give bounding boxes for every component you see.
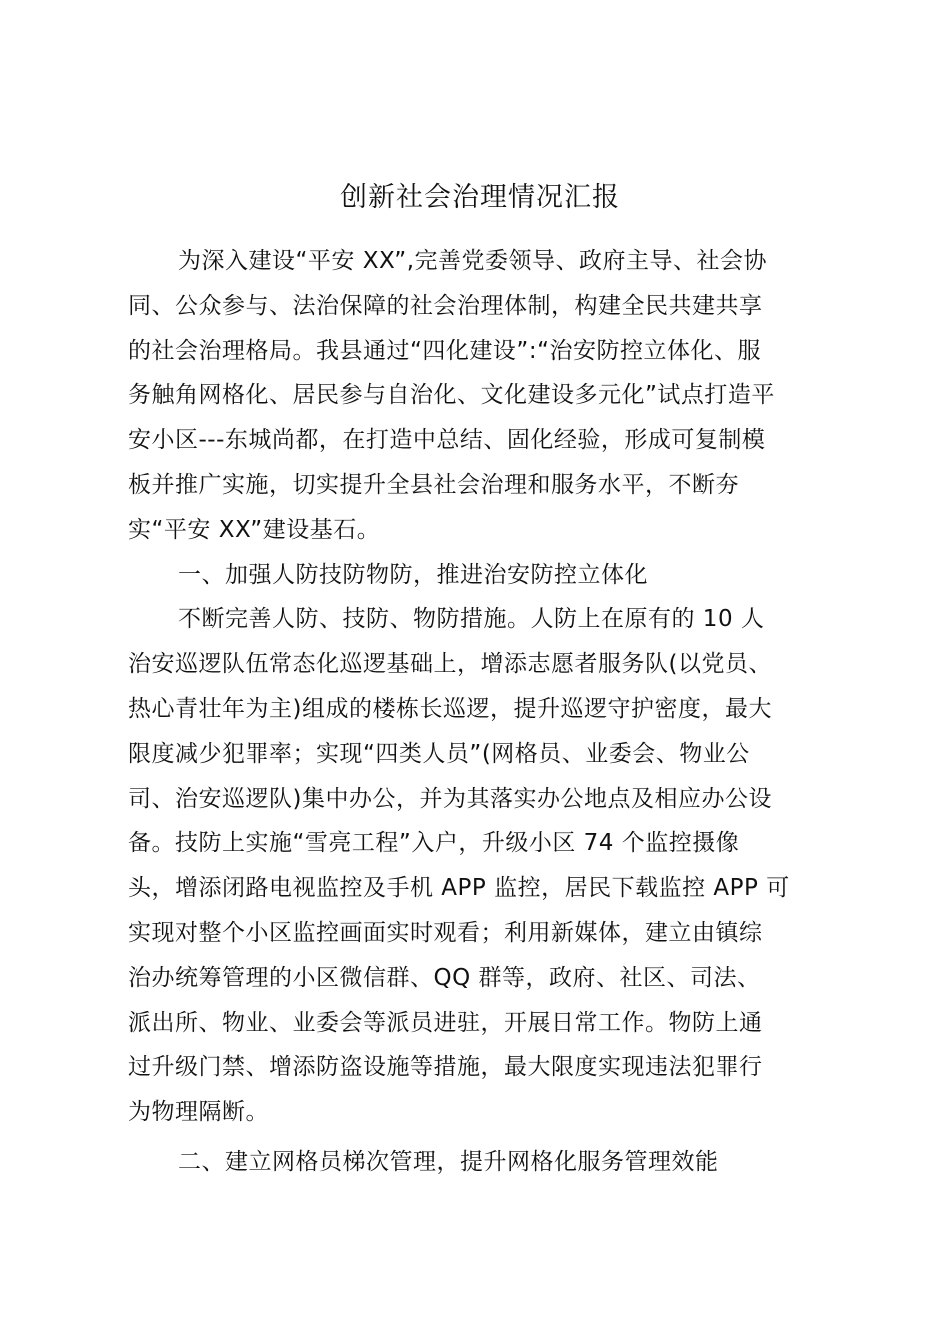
paragraph-intro	[128, 239, 832, 553]
document-page	[128, 0, 832, 1344]
section-heading-1	[128, 553, 832, 598]
section-heading-text: 一、加强人防技防物防，推进治安防控立体化	[178, 561, 648, 588]
text-line: 不断完善人防、技防、物防措施。人防上在原有的 10 人	[178, 606, 765, 633]
section-heading-2	[128, 1140, 832, 1185]
text-line: 限度减少犯罪率；实现“四类人员”(网格员、业委会、物业公	[128, 740, 750, 767]
text-line: 治办统筹管理的小区微信群、QQ 群等，政府、社区、司法、	[128, 964, 761, 991]
paragraph-section-1	[128, 597, 832, 1135]
text-line: 为物理隔断。	[128, 1099, 269, 1126]
text-line: 备。技防上实施“雪亮工程”入户，升级小区 74 个监控摄像	[128, 830, 740, 857]
document-body	[128, 239, 832, 1185]
text-line: 实“平安 XX”建设基石。	[128, 516, 381, 543]
text-line: 安小区---东城尚都，在打造中总结、固化经验，形成可复制模	[128, 427, 766, 454]
text-line: 司、治安巡逻队)集中办公，并为其落实办公地点及相应办公设	[128, 785, 772, 812]
text-line: 治安巡逻队伍常态化巡逻基础上，增添志愿者服务队(以党员、	[128, 651, 772, 678]
text-line: 头，增添闭路电视监控及手机 APP 监控，居民下载监控 APP 可	[128, 875, 790, 902]
text-line: 务触角网格化、居民参与自治化、文化建设多元化”试点打造平	[128, 382, 775, 409]
section-heading-text: 二、建立网格员梯次管理，提升网格化服务管理效能	[178, 1148, 719, 1175]
text-line: 板并推广实施，切实提升全县社会治理和服务水平，不断夯	[128, 471, 739, 498]
text-line: 热心青壮年为主)组成的楼栋长巡逻，提升巡逻守护密度，最大	[128, 695, 772, 722]
text-line: 为深入建设“平安 XX”,完善党委领导、政府主导、社会协	[178, 248, 768, 274]
document-title: 创新社会治理情况汇报	[340, 182, 620, 213]
text-line: 派出所、物业、业委会等派员进驻，开展日常工作。物防上通	[128, 1009, 763, 1036]
text-line: 的社会治理格局。我县通过“四化建设”:“治安防控立体化、服	[128, 337, 761, 364]
text-line: 同、公众参与、法治保障的社会治理体制，构建全民共建共享	[128, 292, 763, 319]
text-line: 实现对整个小区监控画面实时观看；利用新媒体，建立由镇综	[128, 919, 763, 946]
text-line: 过升级门禁、增添防盗设施等措施，最大限度实现违法犯罪行	[128, 1054, 763, 1081]
